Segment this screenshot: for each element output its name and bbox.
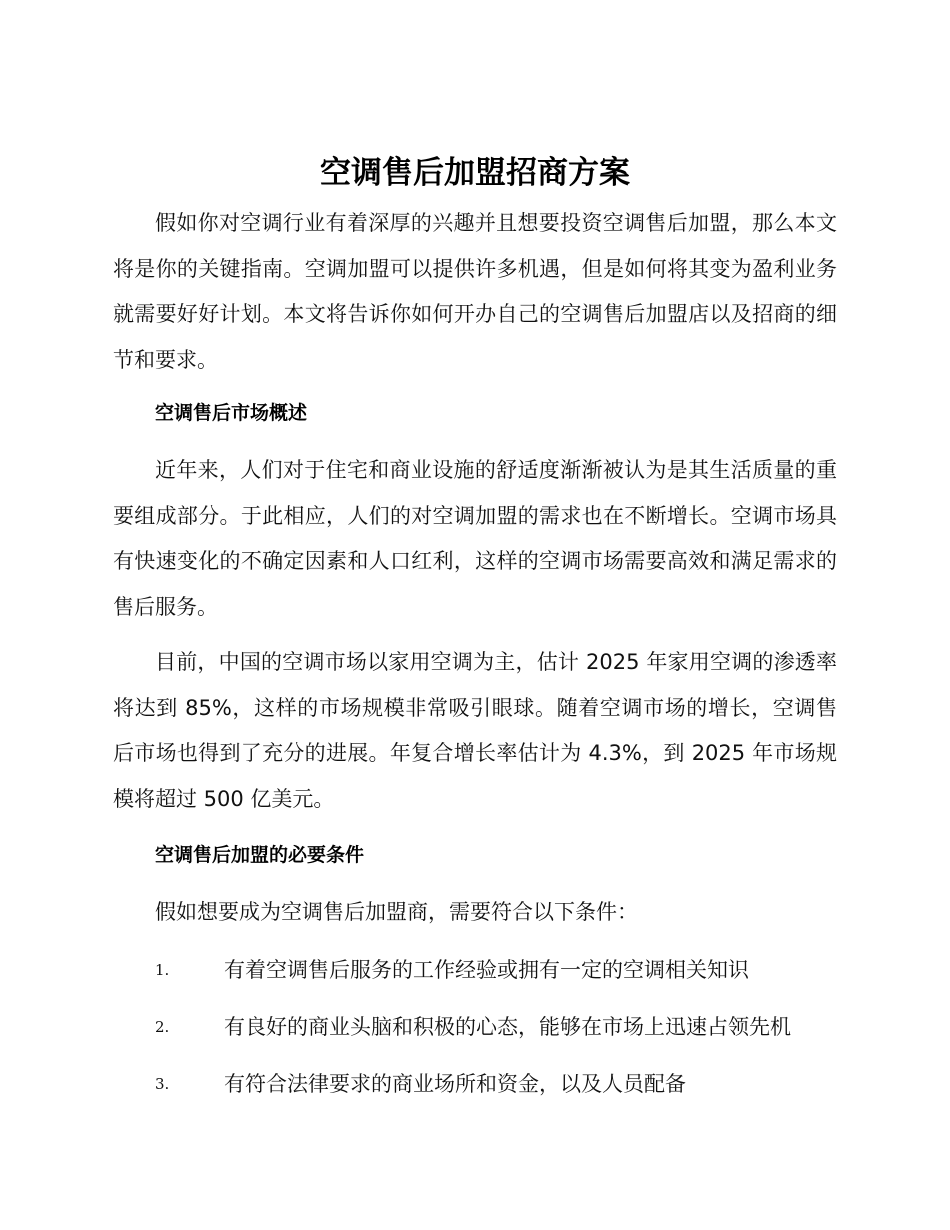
- market-paragraph-1: 近年来，人们对于住宅和商业设施的舒适度渐渐被认为是其生活质量的重要组成部分。于此相应，人们的对空调加盟的需求也在不断增长。空调市场具有快速变化的不确定因素和人口红利，这样的空调市场需要高效和满足需求的售后服务。: [113, 458, 837, 619]
- list-item: [155, 1010, 855, 1044]
- market-paragraph-2: 目前，中国的空调市场以家用空调为主，估计 2025 年家用空调的渗透率将达到 85%，这样的市场规模非常吸引眼球。随着空调市场的增长，空调售后市场也得到了充分的进展。年复合增长率估计为 4.3%，到 2025 年市场规模将超过 500 亿美元。: [113, 650, 837, 811]
- list-text: 有着空调售后服务的工作经验或拥有一定的空调相关知识: [224, 958, 749, 982]
- section-heading-market-overview: 空调售后市场概述: [155, 402, 308, 424]
- list-text: 有良好的商业头脑和积极的心态，能够在市场上迅速占领先机: [224, 1015, 791, 1039]
- list-number: 2.: [155, 1018, 170, 1036]
- list-text: 有符合法律要求的商业场所和资金，以及人员配备: [224, 1072, 686, 1096]
- list-item: [155, 1067, 855, 1101]
- requirements-intro: 假如想要成为空调售后加盟商，需要符合以下条件：: [155, 900, 638, 924]
- section-heading-requirements: 空调售后加盟的必要条件: [155, 844, 365, 866]
- document-title: 空调售后加盟招商方案: [320, 155, 630, 191]
- list-number: 1.: [155, 961, 170, 979]
- list-item: [155, 953, 855, 987]
- list-number: 3.: [155, 1075, 170, 1093]
- intro-paragraph: 假如你对空调行业有着深厚的兴趣并且想要投资空调售后加盟，那么本文将是你的关键指南。空调加盟可以提供许多机遇，但是如何将其变为盈利业务就需要好好计划。本文将告诉你如何开办自己的空调售后加盟店以及招商的细节和要求。: [113, 211, 837, 372]
